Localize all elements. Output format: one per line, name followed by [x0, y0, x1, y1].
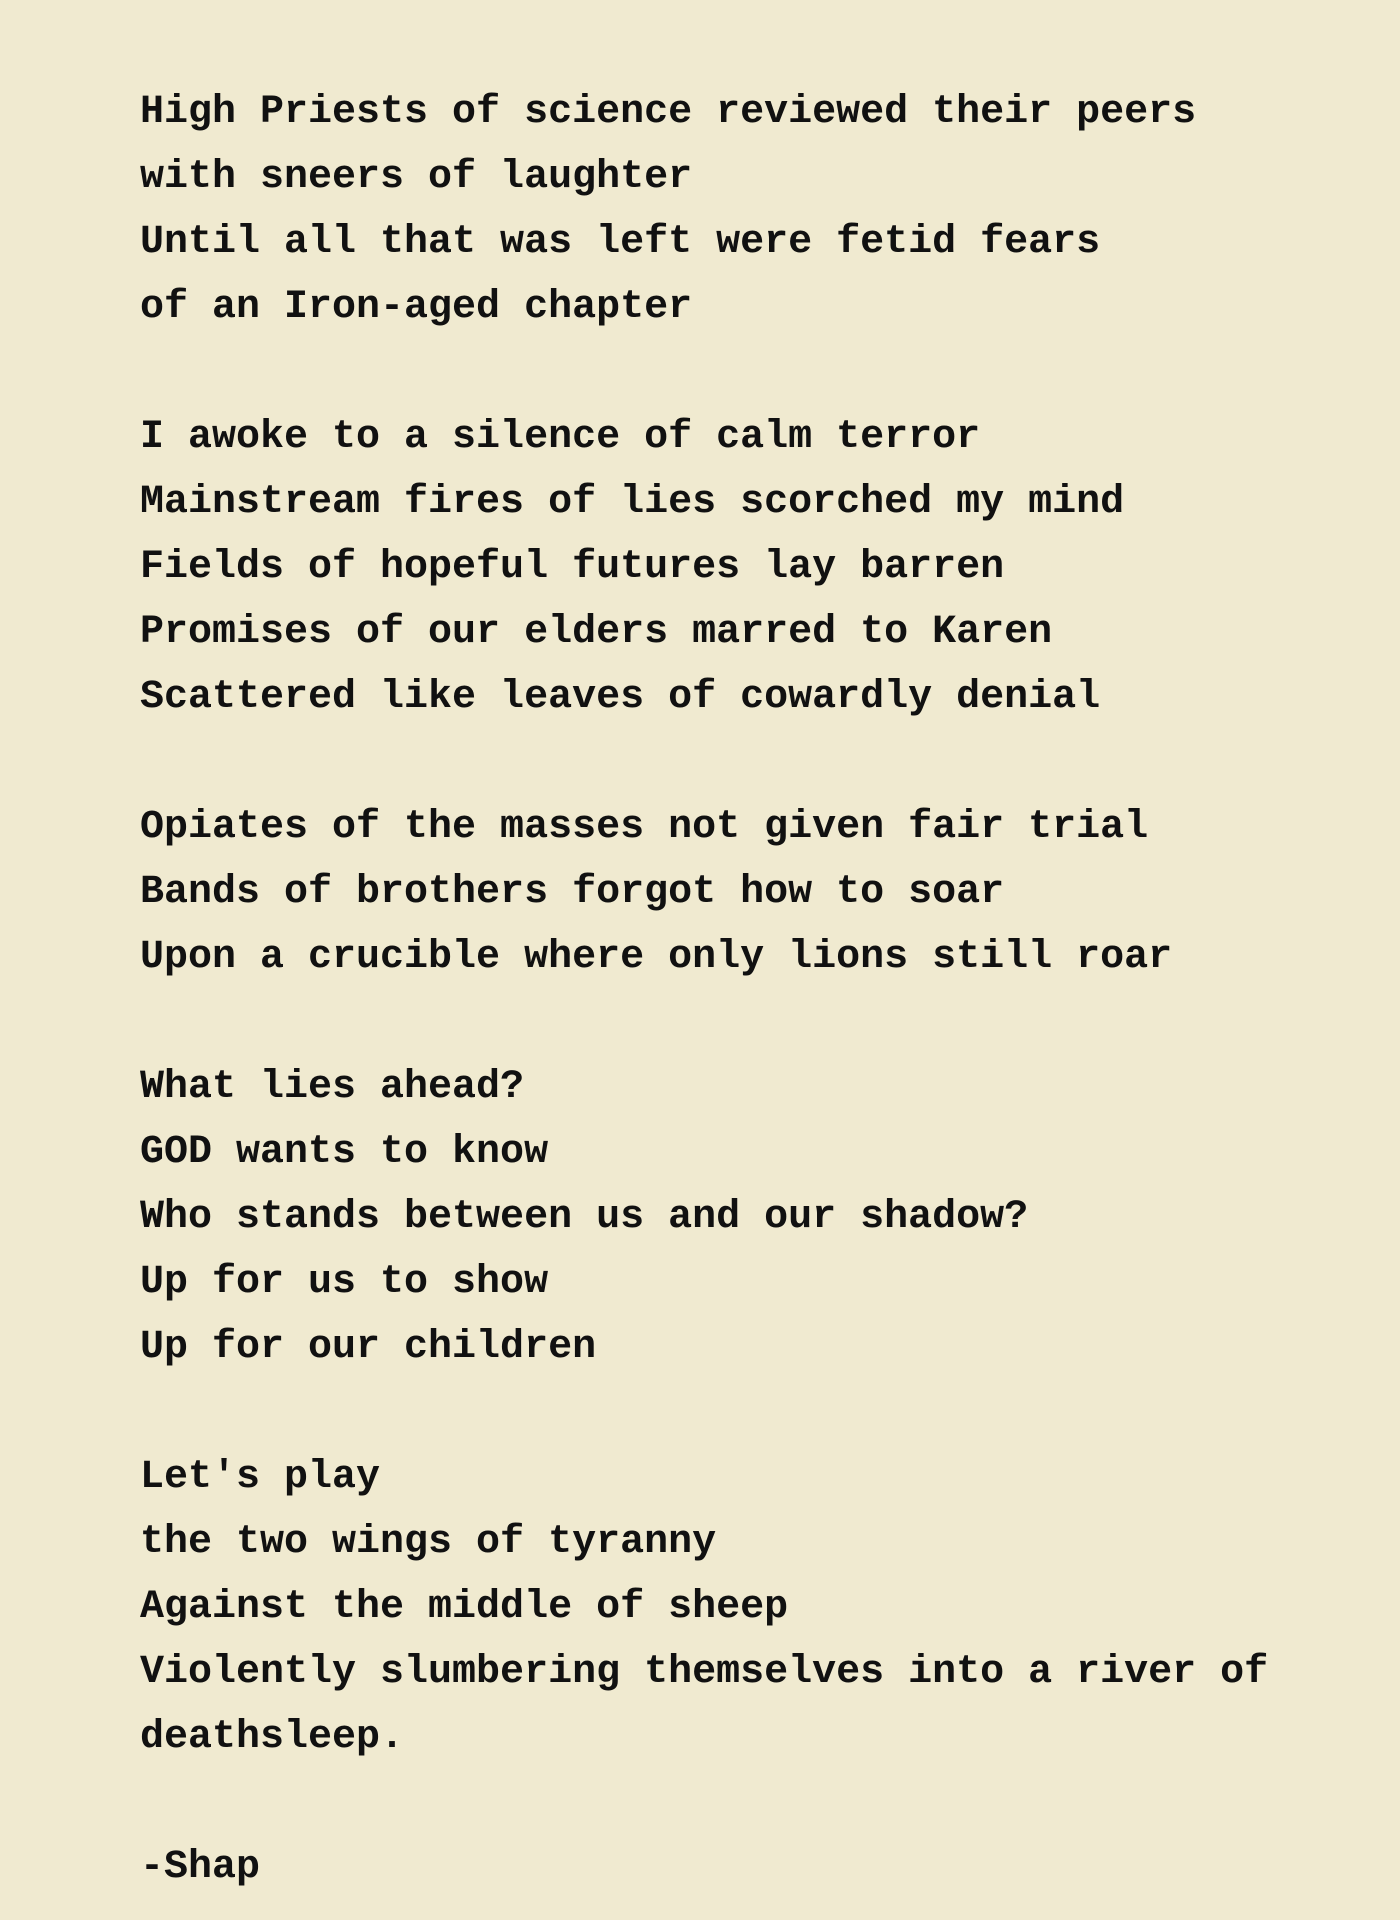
stanza-4 [140, 1055, 1380, 1380]
poem-line: Against the middle of sheep [140, 1585, 789, 1630]
poem-line: Fields of hopeful futures lay barren [140, 545, 1005, 590]
poem-line: Until all that was left were fetid fears [140, 220, 1101, 265]
stanza-5 [140, 1445, 1380, 1770]
poem-line: Bands of brothers forgot how to soar [140, 870, 1005, 915]
poem-line: I awoke to a silence of calm terror [140, 415, 981, 460]
poem-line: the two wings of tyranny [140, 1520, 717, 1565]
stanza-2 [140, 405, 1380, 730]
poem-line: Up for our children [140, 1325, 597, 1370]
author-signature: -Shap [140, 1845, 261, 1890]
poem-line: High Priests of science reviewed their peers [140, 90, 1197, 135]
poem-line: Mainstream fires of lies scorched my mind [140, 480, 1125, 525]
poem-line: GOD wants to know [140, 1130, 549, 1175]
poem-line: Upon a crucible where only lions still roar [140, 935, 1173, 980]
stanza-3 [140, 795, 1380, 990]
poem-line: Promises of our elders marred to Karen [140, 610, 1053, 655]
poem-line: Violently slumbering themselves into a river of [140, 1650, 1269, 1695]
poem-line: What lies ahead? [140, 1065, 525, 1110]
poem-line: Let's play [140, 1455, 381, 1500]
poem-line: deathsleep. [140, 1715, 405, 1760]
poem-line: Scattered like leaves of cowardly denial [140, 675, 1101, 720]
poem-line: with sneers of laughter [140, 155, 693, 200]
poem-line: Up for us to show [140, 1260, 549, 1305]
poem-line: of an Iron-aged chapter [140, 285, 693, 330]
poem-line: Who stands between us and our shadow? [140, 1195, 1029, 1240]
poem [140, 80, 1380, 1900]
stanza-1 [140, 80, 1380, 340]
poem-line: Opiates of the masses not given fair trial [140, 805, 1149, 850]
